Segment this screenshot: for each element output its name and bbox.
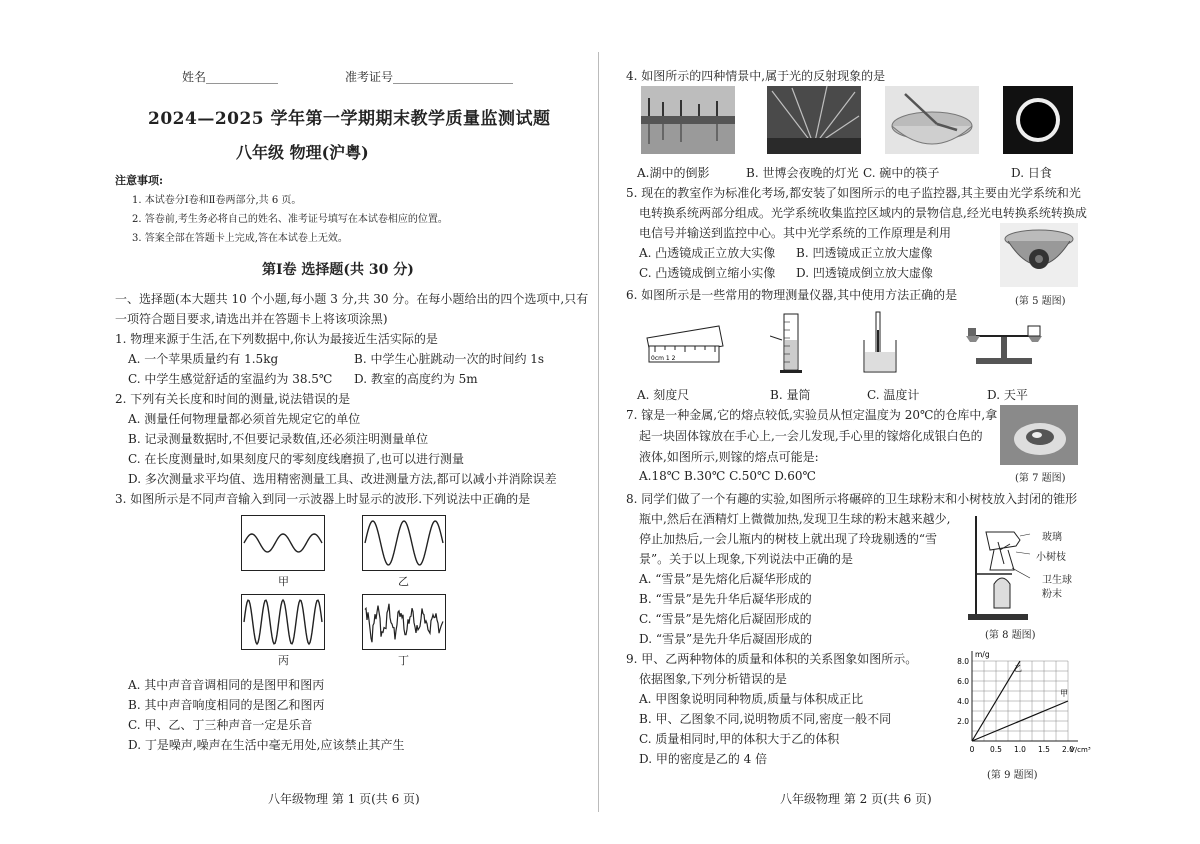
q8-option-d: D. “雪景”是先升华后凝固形成的 [639,632,813,646]
name-field-label: 姓名____________ [182,70,279,84]
waveform-bing-label: 丙 [278,654,289,667]
waveform-ding-label: 丁 [398,654,409,667]
q3-option-a: A. 其中声音音调相同的是图甲和图丙 [128,678,325,692]
q9-option-c: C. 质量相同时,甲的体积大于乙的体积 [639,732,840,746]
q6-stem: 6. 如图所示是一些常用的物理测量仪器,其中使用方法正确的是 [626,288,958,302]
q2-stem: 2. 下列有关长度和时间的测量,说法错误的是 [115,392,351,406]
q3-option-b: B. 其中声音响度相同的是图乙和图丙 [128,698,325,712]
q5-option-b: B. 凹透镜成正立放大虚像 [796,246,933,260]
exam-title: 2024—2025 学年第一学期期末教学质量监测试题 [148,109,551,129]
q9-line2: 依据图象,下列分析错误的是 [639,672,787,686]
solar-eclipse-photo [1003,86,1073,154]
q2-option-c: C. 在长度测量时,如果刻度尺的零刻度线磨损了,也可以进行测量 [128,452,465,466]
q6-option-d: D. 天平 [987,388,1028,402]
q8-label-branch: 小树枝 [1036,552,1066,563]
q4-option-d: D. 日食 [1011,166,1052,180]
q5-option-c: C. 凸透镜成倒立缩小实像 [639,266,776,280]
q9-option-a: A. 甲图象说明同种物质,质量与体积成正比 [639,692,864,706]
q2-option-b: B. 记录测量数据时,不但要记录数值,还必须注明测量单位 [128,432,429,446]
waveform-jia [241,515,325,571]
q6-option-a: A. 刻度尺 [637,388,690,402]
q2-option-d: D. 多次测量求平均值、选用精密测量工具、改进测量方法,都可以减小并消除误差 [128,472,557,486]
section1-heading: 第Ⅰ卷 选择题(共 30 分) [262,262,414,278]
q1-option-b: B. 中学生心脏跳动一次的时间约 1s [354,352,545,366]
q8-line4: 景”。关于以上现象,下列说法中正确的是 [639,552,853,566]
graduated-cylinder-diagram [770,310,810,374]
waveform-yi-curve [363,516,445,570]
flask-apparatus-diagram [964,512,1044,622]
x-tick-label: 1.0 [1014,745,1026,754]
q1-stem: 1. 物理来源于生活,在下列数据中,你认为最接近生活实际的是 [115,332,438,346]
ruler-diagram [645,318,725,366]
q2-option-a: A. 测量任何物理量都必须首先规定它的单位 [128,412,361,426]
q8-line3: 停止加热后,一会儿瓶内的树枝上就出现了玲珑剔透的“雪 [639,532,937,546]
x-tick-label: 0 [969,745,975,754]
q8-option-c: C. “雪景”是先熔化后凝固形成的 [639,612,812,626]
chopsticks-in-bowl-photo [885,86,979,154]
q5-figure-caption: (第 5 题图) [1015,296,1066,307]
q7-line2: 起一块固体镓放在手心上,一会儿发现,手心里的镓熔化成银白色的 [639,429,983,443]
waveform-bing-curve [242,595,324,649]
y-tick-label: 6.0 [957,677,969,686]
y-tick-label: 4.0 [957,697,969,706]
q1-option-d: D. 教室的高度约为 5m [354,372,478,386]
y-tick-label: 8.0 [957,657,969,666]
q4-option-a: A.湖中的倒影 [637,166,710,180]
q5-option-d: D. 凹透镜成倒立放大虚像 [796,266,933,280]
q7-options: A.18℃ B.30℃ C.50℃ D.60℃ [639,469,816,483]
q6-option-c: C. 温度计 [867,388,920,402]
q4-stem: 4. 如图所示的四种情景中,属于光的反射现象的是 [626,69,886,83]
thermometer-diagram [858,310,902,374]
x-tick-label: 0.5 [990,745,1002,754]
waveform-bing [241,594,325,650]
footer-left: 八年级物理 第 1 页(共 6 页) [268,792,420,806]
x-tick-label: 2.0 [1062,745,1074,754]
waveform-jia-label: 甲 [278,575,289,588]
gallium-in-hand-photo [1000,405,1078,465]
q8-label-powder-1: 卫生球 [1042,575,1072,586]
chart-grid [972,661,1068,741]
q9-line1: 9. 甲、乙两种物体的质量和体积的关系图象如图所示。 [626,652,918,666]
q3-option-c: C. 甲、乙、丁三种声音一定是乐音 [128,718,313,732]
notice-heading: 注意事项: [115,174,164,187]
x-tick-label: 1.5 [1038,745,1050,754]
q9-option-b: B. 甲、乙图象不同,说明物质不同,密度一般不同 [639,712,892,726]
exam-subtitle: 八年级 物理(沪粤) [236,143,369,162]
q8-figure-caption: (第 8 题图) [985,630,1036,641]
q5-line3: 电信号并输送到监控中心。其中光学系统的工作原理是利用 [639,226,952,240]
q1-option-c: C. 中学生感觉舒适的室温约为 38.5℃ [128,372,333,386]
page-divider [598,52,599,812]
notice-item-2: 2. 答卷前,考生务必将自己的姓名、准考证号填写在本试卷相应的位置。 [132,214,448,225]
y-tick-label: 2.0 [957,717,969,726]
q8-option-b: B. “雪景”是先升华后凝华形成的 [639,592,812,606]
q9-option-d: D. 甲的密度是乙的 4 倍 [639,752,768,766]
notice-item-3: 3. 答案全部在答题卡上完成,答在本试卷上无效。 [132,233,348,244]
section1-intro-line1: 一、选择题(本大题共 10 个小题,每小题 3 分,共 30 分。在每小题给出的四个选项中,只有 [115,292,589,306]
waveform-ding-curve [363,595,445,649]
q8-line1: 8. 同学们做了一个有趣的实验,如图所示将碾碎的卫生球粉末和小树枝放入封闭的锥形 [626,492,1078,506]
waveform-yi [362,515,446,571]
mass-volume-chart [948,645,1096,763]
footer-right: 八年级物理 第 2 页(共 6 页) [780,792,932,806]
q4-option-c: C. 碗中的筷子 [863,166,940,180]
q7-line3: 液体,如图所示,则镓的熔点可能是: [639,450,819,464]
security-camera-photo [1000,223,1078,287]
q9-figure-caption: (第 9 题图) [987,770,1038,781]
waveform-ding [362,594,446,650]
series-label: 乙 [1014,664,1022,673]
q3-stem: 3. 如图所示是不同声音输入到同一示波器上时显示的波形.下列说法中正确的是 [115,492,531,506]
q5-option-a: A. 凸透镜成正立放大实像 [639,246,776,260]
q5-line1: 5. 现在的教室作为标准化考场,都安装了如图所示的电子监控器,其主要由光学系统和光 [626,186,1081,200]
q8-label-powder-2: 粉末 [1042,589,1062,600]
x-axis-label: V/cm³ [1070,746,1091,754]
ruler-scale-text: 0cm 1 2 [651,355,676,362]
balance-scale-diagram [962,318,1046,366]
series-label: 甲 [1060,689,1068,698]
notice-item-1: 1. 本试卷分Ⅰ卷和Ⅱ卷两部分,共 6 页。 [132,195,302,206]
q1-option-a: A. 一个苹果质量约有 1.5kg [128,352,279,366]
q6-option-b: B. 量筒 [770,388,811,402]
exam-id-field-label: 准考证号____________________ [345,70,514,84]
q7-figure-caption: (第 7 题图) [1015,473,1066,484]
expo-night-lights-photo [767,86,861,154]
q8-label-glass: 玻璃 [1042,532,1062,543]
q7-line1: 7. 镓是一种金属,它的熔点较低,实验员从恒定温度为 20℃的仓库中,拿 [626,408,998,422]
waveform-yi-label: 乙 [398,575,409,588]
lake-reflection-photo [641,86,735,154]
q5-line2: 电转换系统两部分组成。光学系统收集监控区域内的景物信息,经光电转换系统转换成 [639,206,1087,220]
section1-intro-line2: 一项符合题目要求,请选出并在答题卡上将该项涂黑) [115,312,388,326]
q8-option-a: A. “雪景”是先熔化后凝华形成的 [639,572,812,586]
y-axis-label: m/g [975,650,990,659]
q3-option-d: D. 丁是噪声,噪声在生活中毫无用处,应该禁止其产生 [128,738,405,752]
q8-line2: 瓶中,然后在酒精灯上微微加热,发现卫生球的粉末越来越少, [639,512,951,526]
waveform-jia-curve [242,516,324,570]
q4-option-b: B. 世博会夜晚的灯光 [746,166,859,180]
